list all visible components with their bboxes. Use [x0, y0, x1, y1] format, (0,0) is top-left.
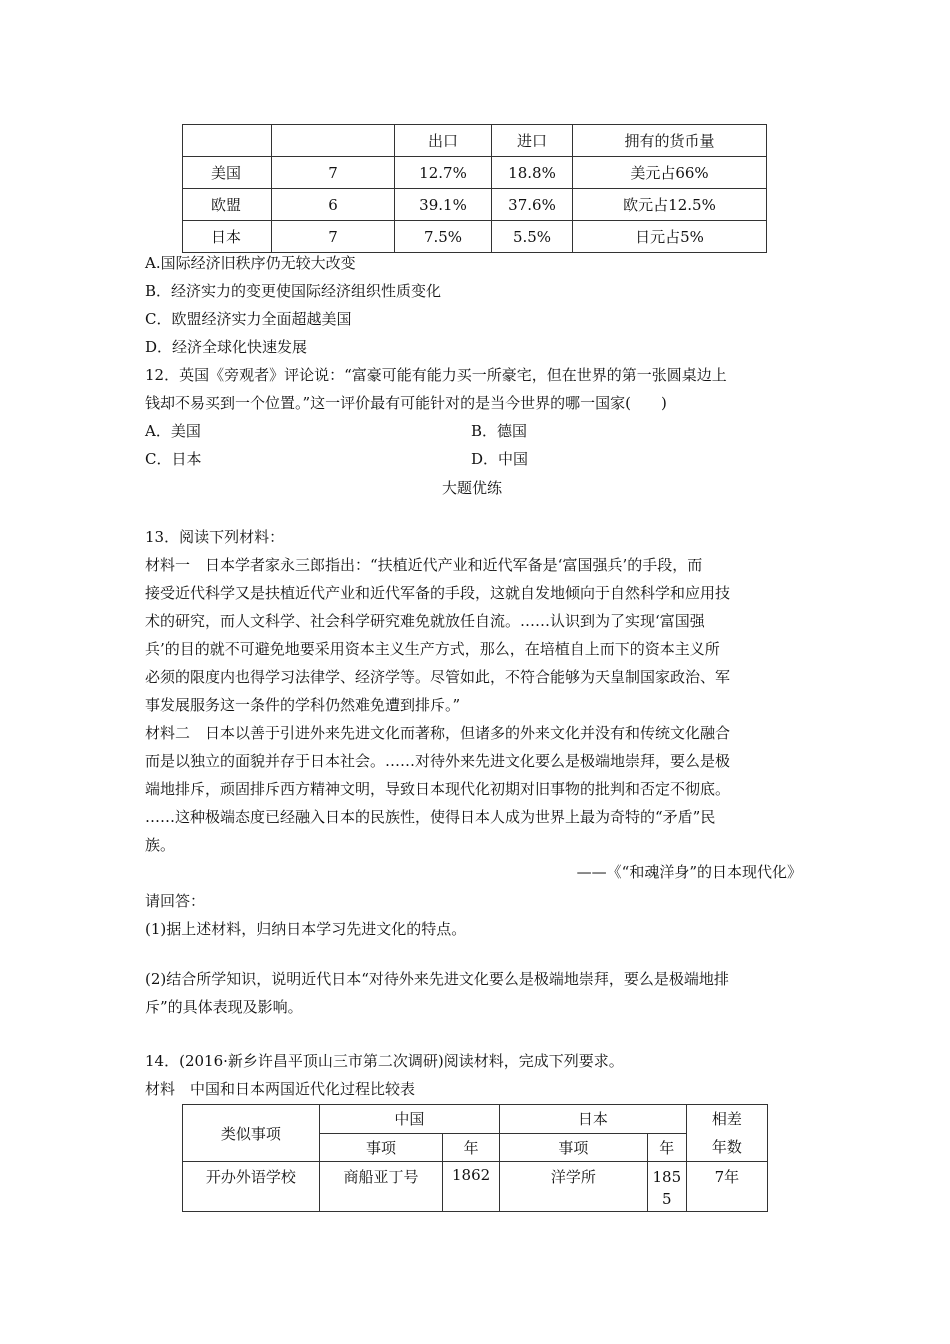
table-cell: 欧元占12.5%	[573, 189, 767, 221]
table-cell: 1862	[443, 1162, 500, 1212]
question-13-intro: 13．阅读下列材料：	[145, 528, 285, 546]
table-header-cell: 拥有的货币量	[573, 125, 767, 157]
comparison-table	[182, 1104, 768, 1212]
table-cell: 美元占66%	[573, 157, 767, 189]
japan-year-line2: 5	[662, 1190, 672, 1208]
option-a: A.国际经济旧秩序仍无较大改变	[145, 254, 356, 272]
option-c: C．欧盟经济实力全面超越美国	[145, 310, 352, 328]
table-header-cell: 事项	[499, 1133, 647, 1162]
ask-prompt: 请回答：	[145, 892, 206, 910]
table-cell: 37.6%	[492, 189, 573, 221]
table-header-cell: 中国	[319, 1105, 499, 1134]
section-title: 大题优练	[442, 479, 503, 497]
table-cell: 洋学所	[499, 1162, 647, 1212]
table-header-cell: 年	[443, 1133, 500, 1162]
sub-question-1: (1)据上述材料，归纳日本学习先进文化的特点。	[145, 920, 467, 938]
q12-option-c: C．日本	[145, 450, 202, 468]
material-source: ——《“和魂洋身”的日本现代化》	[576, 863, 802, 881]
table-cell: 39.1%	[395, 189, 492, 221]
material-line: 术的研究，而人文科学、社会科学研究难免就放任自流。……认识到为了实现‘富国强	[145, 612, 705, 630]
q12-option-d: D．中国	[471, 450, 529, 468]
table-cell: 5.5%	[492, 221, 573, 253]
table-header-cell: 日本	[499, 1105, 686, 1134]
diff-header-line2: 年数	[711, 1138, 742, 1156]
material-line: 材料二 日本以善于引进外来先进文化而著称，但诸多的外来文化并没有和传统文化融合	[145, 724, 731, 742]
table-header-cell	[183, 125, 272, 157]
table-cell: 12.7%	[395, 157, 492, 189]
question-12-line1: 12．英国《旁观者》评论说：“富豪可能有能力买一所豪宅，但在世界的第一张圆桌边上	[145, 366, 727, 384]
table-header-cell: 年	[647, 1133, 686, 1162]
sub-question-2-line1: (2)结合所学知识，说明近代日本“对待外来先进文化要么是极端地崇拜，要么是极端地排	[145, 970, 729, 988]
table-cell: 6	[272, 189, 395, 221]
question-12-line2: 钱却不易买到一个位置。”这一评价最有可能针对的是当今世界的哪一国家( )	[145, 394, 667, 412]
option-d: D．经济全球化快速发展	[145, 338, 308, 356]
diff-header-line1: 相差	[711, 1110, 742, 1128]
q12-option-b: B．德国	[471, 422, 528, 440]
table-header-cell	[272, 125, 395, 157]
material-line: ……这种极端态度已经融入日本的民族性，使得日本人成为世界上最为奇特的“矛盾”民	[145, 808, 716, 826]
table-cell	[647, 1162, 686, 1212]
sub-question-2-line2: 斥”的具体表现及影响。	[145, 998, 303, 1016]
table-cell: 美国	[183, 157, 272, 189]
table-cell: 商船亚丁号	[319, 1162, 442, 1212]
table-cell: 18.8%	[492, 157, 573, 189]
material-line: 端地排斥，顽固排斥西方精神文明，导致日本现代化初期对旧事物的批判和否定不彻底。	[145, 780, 731, 798]
table-header-cell	[686, 1105, 767, 1162]
option-b: B．经济实力的变更使国际经济组织性质变化	[145, 282, 442, 300]
table-cell: 7.5%	[395, 221, 492, 253]
economy-table	[182, 124, 767, 253]
table-header-cell: 出口	[395, 125, 492, 157]
table-cell: 开办外语学校	[183, 1162, 320, 1212]
material-line: 族。	[145, 836, 176, 854]
material-line: 而是以独立的面貌并存于日本社会。……对待外来先进文化要么是极端地崇拜，要么是极	[145, 752, 731, 770]
table-cell: 7	[272, 221, 395, 253]
material-line: 必须的限度内也得学习法律学、经济学等。尽管如此，不符合能够为天皇制国家政治、军	[145, 668, 731, 686]
material-line: 事发展服务这一条件的学科仍然难免遭到排斥。”	[145, 696, 461, 714]
table-cell: 7	[272, 157, 395, 189]
table-header-cell: 事项	[319, 1133, 442, 1162]
table-cell: 日本	[183, 221, 272, 253]
question-14-line1: 14．(2016·新乡许昌平顶山三市第二次调研)阅读材料，完成下列要求。	[145, 1052, 624, 1070]
material-line: 接受近代科学又是扶植近代产业和近代军备的手段，这就自发地倾向于自然科学和应用技	[145, 584, 731, 602]
table-cell: 欧盟	[183, 189, 272, 221]
table-header-cell: 类似事项	[183, 1105, 320, 1162]
q12-option-a: A．美国	[145, 422, 201, 440]
table-header-cell: 进口	[492, 125, 573, 157]
table-cell: 7年	[686, 1162, 767, 1212]
material-line: 材料一 日本学者家永三郎指出：“扶植近代产业和近代军备是‘富国强兵’的手段，而	[145, 556, 703, 574]
table-cell: 日元占5%	[573, 221, 767, 253]
material-line: 兵’的目的就不可避免地要采用资本主义生产方式，那么，在培植自上而下的资本主义所	[145, 640, 720, 658]
question-14-line2: 材料 中国和日本两国近代化过程比较表	[145, 1080, 416, 1098]
japan-year-line1: 185	[652, 1168, 682, 1186]
